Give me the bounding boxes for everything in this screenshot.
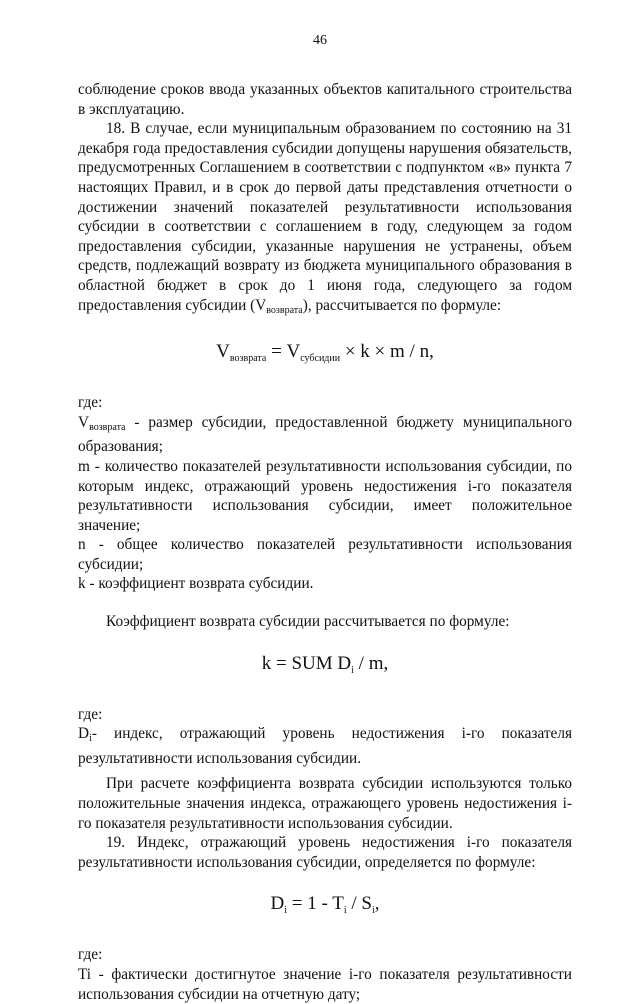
paragraph-18-tail: ), рассчитывается по формуле:	[302, 296, 502, 314]
paragraph-18-subscript: возврата	[266, 304, 303, 316]
formula-v-subscript-subsidy: субсидии	[300, 353, 341, 365]
formula-s-subscript: i	[371, 905, 375, 917]
definition-n: n - общее количество показателей результативности использования субсидии;	[78, 536, 572, 573]
where-label-2: где:	[78, 705, 103, 723]
paragraph-19: 19. Индекс, отражающий уровень недостижения i-го показателя результативности использования субсидии, определяется по формуле:	[78, 834, 572, 871]
definition-v-text: - размер субсидии, предоставленной бюджету муниципального образования;	[78, 413, 572, 456]
definition-v	[78, 413, 572, 457]
where-label-1: где:	[78, 394, 103, 412]
definition-d-subscript: i	[89, 733, 92, 745]
where-label-3: где:	[78, 946, 103, 964]
paragraph-capital-construction: соблюдение сроков ввода указанных объектов капитального строительства в эксплуатацию.	[78, 81, 572, 118]
formula-k-rest: / m,	[353, 652, 389, 674]
formula-return-volume	[78, 340, 572, 371]
formula-eq-v: = V	[266, 341, 301, 363]
formula-v: V	[216, 341, 230, 363]
definition-m: m - количество показателей результативности использования субсидии, по которым индекс, отражающий уровень недостижения i-го показателя результативности использования субсидии, имеет положительное значение;	[78, 457, 572, 534]
formula-t-subscript: i	[343, 905, 347, 917]
paragraph-18-text: 18. В случае, если муниципальным образованием по состоянию на 31 декабря года предоставления субсидии допущены нарушения обязательств, предусмотренных Соглашением в соответствии с подпунктом «в» пункта 7 настоящих Правил, и в срок до первой даты представления отчетности о достижении значений показателей результативности использования субсидии в соответствии с соглашением в году, следующем за годом предоставления субсидии, указанные нарушения не устранены, объем средств, подлежащий возврату из бюджета муниципального образования в областной бюджет в срок до 1 июня года, следующего за годом предоставления субсидии (V	[78, 120, 572, 314]
formula-d-left: D	[270, 893, 285, 915]
definition-d-text: - индекс, отражающий уровень недостижения i-го показателя результативности использования субсидии.	[78, 725, 572, 767]
formula-d-end: ,	[374, 893, 380, 915]
definition-v-subscript: возврата	[89, 421, 126, 433]
formula-k-subscript: i	[351, 664, 354, 676]
formula-d-subscript: i	[284, 905, 288, 917]
formula-v-subscript-return: возврата	[229, 353, 267, 365]
paragraph-calculation: При расчете коэффициента возврата субсидии используются только положительные значения индекса, отражающего уровень недостижения i-го показателя результативности использования субсидии.	[78, 775, 572, 832]
formula-d-mid: = 1 - T	[287, 893, 344, 915]
formula-d	[78, 892, 572, 923]
spacer	[78, 594, 572, 612]
page-number: 46	[313, 33, 327, 48]
definition-k: k - коэффициент возврата субсидии.	[78, 575, 314, 593]
formula-k	[78, 652, 572, 683]
formula-k-left: k = SUM D	[261, 652, 352, 674]
k-intro: Коэффициент возврата субсидии рассчитывается по формуле:	[106, 613, 510, 631]
formula-rest: × k × m / n,	[340, 341, 434, 363]
definition-d	[78, 724, 572, 768]
definition-d-symbol: D	[78, 725, 90, 743]
definition-ti: Ti - фактически достигнутое значение i-го показателя результативности использования субсидии на отчетную дату;	[78, 966, 572, 1003]
paragraph-18	[78, 119, 572, 320]
document-body	[78, 80, 572, 1004]
formula-d-slash: / S	[346, 893, 372, 915]
definition-v-symbol: V	[78, 413, 90, 431]
